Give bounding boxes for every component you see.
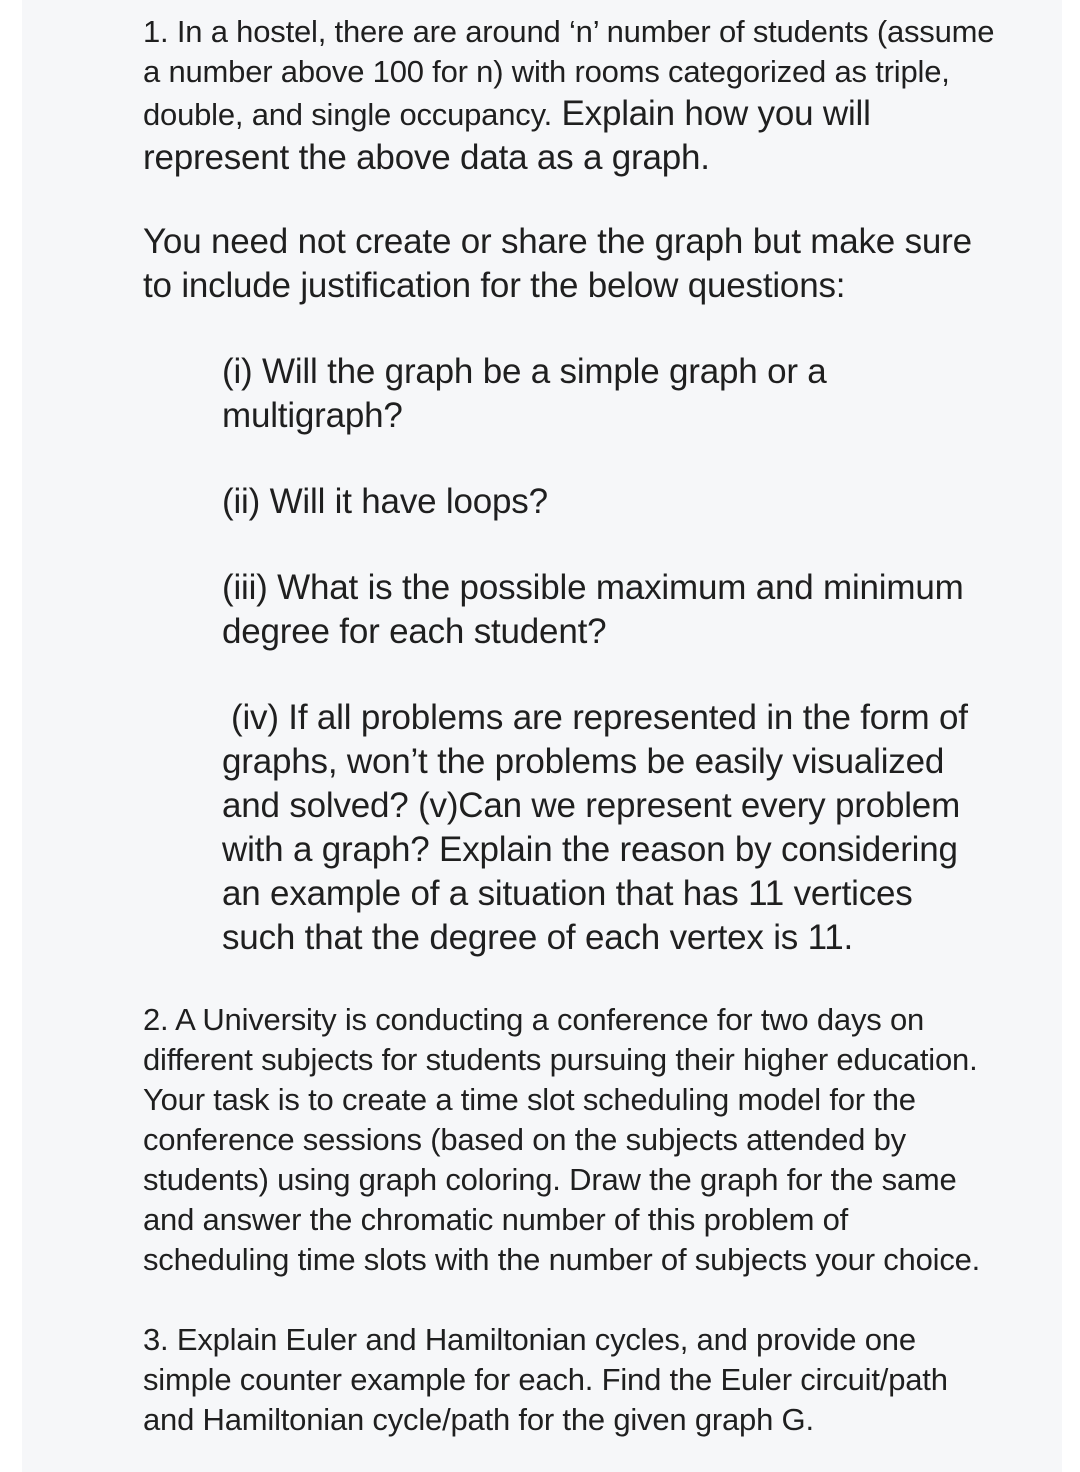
question-1-line-3: [143, 92, 1073, 136]
question-2-line-3: Your task is to create a time slot scheduling model for the: [143, 1082, 916, 1117]
sub-question-iv-line-3: and solved? (v)Can we represent every problem: [222, 786, 961, 825]
question-2-line-5: students) using graph coloring. Draw the graph for the same: [143, 1162, 957, 1197]
question-1: [143, 12, 1073, 180]
question-1-note: [143, 220, 1073, 308]
question-2-line-2: different subjects for students pursuing their higher education.: [143, 1042, 978, 1077]
question-3-line-3: and Hamiltonian cycle/path for the given graph G.: [143, 1402, 814, 1437]
sub-question-iv-line-2: graphs, won’t the problems be easily visualized: [222, 742, 945, 781]
sub-question-iv-line-1: (iv) If all problems are represented in the form of: [231, 698, 968, 737]
question-1-line-4: represent the above data as a graph.: [143, 138, 710, 177]
sub-question-iii-line-1: (iii) What is the possible maximum and minimum: [222, 568, 964, 607]
sub-question-i: [143, 350, 1073, 438]
sub-question-iii: [143, 566, 1073, 654]
sub-question-i-line-2: multigraph?: [222, 396, 403, 435]
question-2-line-7: scheduling time slots with the number of subjects your choice.: [143, 1242, 981, 1277]
question-3: [143, 1320, 1073, 1440]
document-card: [22, 0, 1062, 1472]
question-2-line-6: and answer the chromatic number of this problem of: [143, 1202, 849, 1237]
sub-question-ii-line-1: (ii) Will it have loops?: [222, 482, 548, 521]
question-3-line-1: 3. Explain Euler and Hamiltonian cycles, and provide one: [143, 1322, 916, 1357]
note-line-1: You need not create or share the graph but make sure: [143, 222, 972, 261]
question-1-line-2: a number above 100 for n) with rooms categorized as triple,: [143, 54, 950, 89]
question-1-line-3-large: Explain how you will: [551, 94, 871, 133]
sub-question-iv-line-4: with a graph? Explain the reason by considering: [222, 830, 958, 869]
question-2-line-1: 2. A University is conducting a conference for two days on: [143, 1002, 925, 1037]
question-3-line-2: simple counter example for each. Find the Euler circuit/path: [143, 1362, 948, 1397]
note-line-2: to include justification for the below questions:: [143, 266, 846, 305]
question-1-line-3-small: double, and single occupancy.: [143, 97, 552, 132]
question-2-line-4: conference sessions (based on the subjects attended by: [143, 1122, 906, 1157]
document-content: [143, 12, 1073, 1440]
sub-question-iv-line-5: an example of a situation that has 11 vertices: [222, 874, 913, 913]
sub-question-ii: [143, 480, 1073, 524]
question-2: [143, 1000, 1073, 1280]
question-1-line-1: 1. In a hostel, there are around ‘n’ number of students (assume: [143, 14, 995, 49]
sub-question-i-line-1: (i) Will the graph be a simple graph or a: [222, 352, 827, 391]
sub-question-iii-line-2: degree for each student?: [222, 612, 607, 651]
sub-question-iv: [143, 696, 1073, 960]
sub-question-iv-line-6: such that the degree of each vertex is 11.: [222, 918, 854, 957]
